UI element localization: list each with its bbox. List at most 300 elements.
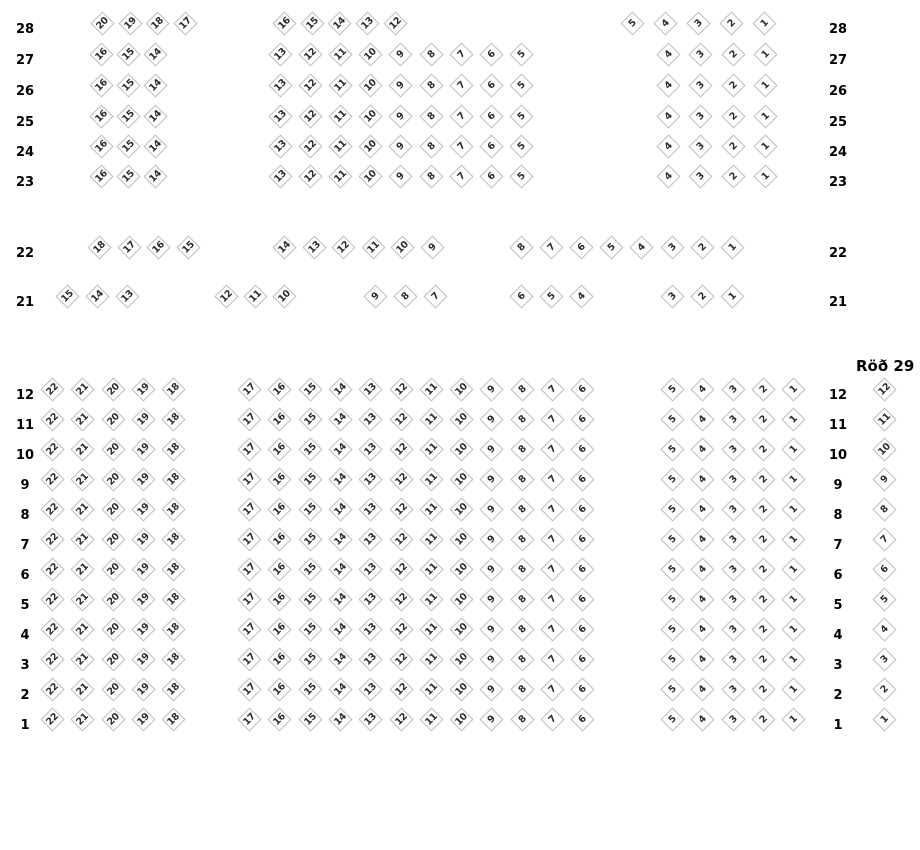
seat[interactable]: 1 (782, 527, 806, 551)
seat[interactable]: 8 (510, 587, 534, 611)
seat[interactable]: 21 (71, 377, 95, 401)
seat[interactable]: 14 (328, 527, 352, 551)
seat[interactable]: 6 (571, 707, 595, 731)
seat[interactable]: 19 (131, 527, 155, 551)
seat[interactable]: 2 (751, 647, 775, 671)
seat[interactable]: 10 (872, 437, 896, 461)
seat[interactable]: 15 (116, 134, 140, 158)
seat[interactable]: 16 (268, 497, 292, 521)
seat[interactable]: 12 (299, 73, 323, 97)
seat[interactable]: 11 (329, 42, 353, 66)
seat[interactable]: 10 (359, 42, 383, 66)
seat[interactable]: 7 (872, 527, 896, 551)
seat[interactable]: 5 (872, 587, 896, 611)
seat[interactable]: 16 (268, 557, 292, 581)
seat[interactable]: 21 (71, 677, 95, 701)
seat[interactable]: 7 (540, 377, 564, 401)
seat[interactable]: 3 (721, 527, 745, 551)
seat[interactable]: 1 (872, 707, 896, 731)
seat[interactable]: 6 (571, 677, 595, 701)
seat[interactable]: 19 (131, 497, 155, 521)
seat[interactable]: 14 (143, 104, 167, 128)
seat[interactable]: 15 (298, 407, 322, 431)
seat[interactable]: 11 (419, 437, 443, 461)
seat[interactable]: 6 (479, 104, 503, 128)
seat[interactable]: 19 (131, 377, 155, 401)
seat[interactable]: 7 (540, 677, 564, 701)
seat[interactable]: 7 (540, 437, 564, 461)
seat[interactable]: 14 (328, 407, 352, 431)
seat[interactable]: 17 (237, 437, 261, 461)
seat[interactable]: 1 (782, 467, 806, 491)
seat[interactable]: 6 (872, 557, 896, 581)
seat[interactable]: 17 (237, 647, 261, 671)
seat[interactable]: 12 (389, 527, 413, 551)
seat[interactable]: 3 (689, 104, 713, 128)
seat[interactable]: 20 (101, 557, 125, 581)
seat[interactable]: 20 (101, 467, 125, 491)
seat[interactable]: 18 (161, 707, 185, 731)
seat[interactable]: 21 (71, 617, 95, 641)
seat[interactable]: 14 (328, 467, 352, 491)
seat[interactable]: 3 (686, 11, 710, 35)
seat[interactable]: 18 (161, 437, 185, 461)
seat[interactable]: 12 (383, 11, 407, 35)
seat[interactable]: 12 (389, 437, 413, 461)
seat[interactable]: 9 (389, 164, 413, 188)
seat[interactable]: 6 (479, 73, 503, 97)
seat[interactable]: 18 (161, 617, 185, 641)
seat[interactable]: 4 (569, 284, 593, 308)
seat[interactable]: 13 (359, 437, 383, 461)
seat[interactable]: 8 (510, 407, 534, 431)
seat[interactable]: 7 (449, 42, 473, 66)
seat[interactable]: 22 (40, 467, 64, 491)
seat[interactable]: 8 (510, 557, 534, 581)
seat[interactable]: 8 (509, 235, 533, 259)
seat[interactable]: 9 (480, 557, 504, 581)
seat[interactable]: 14 (328, 617, 352, 641)
seat[interactable]: 18 (161, 647, 185, 671)
seat[interactable]: 5 (660, 587, 684, 611)
seat[interactable]: 4 (656, 73, 680, 97)
seat[interactable]: 13 (268, 42, 292, 66)
seat[interactable]: 22 (40, 527, 64, 551)
seat[interactable]: 3 (689, 164, 713, 188)
seat[interactable]: 2 (751, 467, 775, 491)
seat[interactable]: 9 (872, 467, 896, 491)
seat[interactable]: 3 (721, 617, 745, 641)
seat[interactable]: 1 (720, 235, 744, 259)
seat[interactable]: 5 (509, 73, 533, 97)
seat[interactable]: 20 (101, 527, 125, 551)
seat[interactable]: 2 (721, 104, 745, 128)
seat[interactable]: 8 (510, 497, 534, 521)
seat[interactable]: 4 (691, 437, 715, 461)
seat[interactable]: 11 (419, 557, 443, 581)
seat[interactable]: 3 (872, 647, 896, 671)
seat[interactable]: 3 (721, 587, 745, 611)
seat[interactable]: 8 (393, 284, 417, 308)
seat[interactable]: 7 (540, 497, 564, 521)
seat[interactable]: 6 (509, 284, 533, 308)
seat[interactable]: 9 (363, 284, 387, 308)
seat[interactable]: 22 (40, 497, 64, 521)
seat[interactable]: 2 (751, 377, 775, 401)
seat[interactable]: 15 (116, 104, 140, 128)
seat[interactable]: 10 (450, 497, 474, 521)
seat[interactable]: 1 (753, 134, 777, 158)
seat[interactable]: 12 (872, 377, 896, 401)
seat[interactable]: 11 (361, 235, 385, 259)
seat[interactable]: 14 (328, 437, 352, 461)
seat[interactable]: 12 (299, 42, 323, 66)
seat[interactable]: 10 (450, 617, 474, 641)
seat[interactable]: 10 (450, 677, 474, 701)
seat[interactable]: 14 (272, 235, 296, 259)
seat[interactable]: 8 (419, 164, 443, 188)
seat[interactable]: 1 (753, 164, 777, 188)
seat[interactable]: 18 (161, 677, 185, 701)
seat[interactable]: 10 (450, 377, 474, 401)
seat[interactable]: 9 (420, 235, 444, 259)
seat[interactable]: 15 (298, 647, 322, 671)
seat[interactable]: 2 (872, 677, 896, 701)
seat[interactable]: 21 (71, 407, 95, 431)
seat[interactable]: 10 (450, 527, 474, 551)
seat[interactable]: 15 (116, 42, 140, 66)
seat[interactable]: 8 (510, 527, 534, 551)
seat[interactable]: 10 (359, 104, 383, 128)
seat[interactable]: 11 (419, 527, 443, 551)
seat[interactable]: 16 (89, 134, 113, 158)
seat[interactable]: 9 (480, 587, 504, 611)
seat[interactable]: 2 (751, 407, 775, 431)
seat[interactable]: 5 (660, 677, 684, 701)
seat[interactable]: 12 (389, 647, 413, 671)
seat[interactable]: 13 (115, 284, 139, 308)
seat[interactable]: 15 (298, 587, 322, 611)
seat[interactable]: 12 (389, 377, 413, 401)
seat[interactable]: 12 (389, 677, 413, 701)
seat[interactable]: 16 (272, 11, 296, 35)
seat[interactable]: 8 (510, 647, 534, 671)
seat[interactable]: 18 (161, 587, 185, 611)
seat[interactable]: 15 (298, 617, 322, 641)
seat[interactable]: 11 (243, 284, 267, 308)
seat[interactable]: 2 (690, 235, 714, 259)
seat[interactable]: 14 (328, 587, 352, 611)
seat[interactable]: 9 (389, 42, 413, 66)
seat[interactable]: 1 (782, 377, 806, 401)
seat[interactable]: 3 (721, 497, 745, 521)
seat[interactable]: 9 (480, 677, 504, 701)
seat[interactable]: 22 (40, 707, 64, 731)
seat[interactable]: 16 (89, 104, 113, 128)
seat[interactable]: 2 (751, 677, 775, 701)
seat[interactable]: 11 (419, 677, 443, 701)
seat[interactable]: 14 (328, 707, 352, 731)
seat[interactable]: 1 (753, 73, 777, 97)
seat[interactable]: 14 (328, 557, 352, 581)
seat[interactable]: 21 (71, 707, 95, 731)
seat[interactable]: 17 (237, 677, 261, 701)
seat[interactable]: 22 (40, 557, 64, 581)
seat[interactable]: 10 (272, 284, 296, 308)
seat[interactable]: 10 (450, 467, 474, 491)
seat[interactable]: 15 (298, 677, 322, 701)
seat[interactable]: 12 (389, 707, 413, 731)
seat[interactable]: 11 (329, 134, 353, 158)
seat[interactable]: 17 (237, 587, 261, 611)
seat[interactable]: 7 (540, 235, 564, 259)
seat[interactable]: 7 (449, 134, 473, 158)
seat[interactable]: 8 (510, 467, 534, 491)
seat[interactable]: 19 (131, 437, 155, 461)
seat[interactable]: 10 (359, 134, 383, 158)
seat[interactable]: 13 (359, 527, 383, 551)
seat[interactable]: 13 (359, 377, 383, 401)
seat[interactable]: 9 (480, 437, 504, 461)
seat[interactable]: 2 (751, 437, 775, 461)
seat[interactable]: 7 (540, 467, 564, 491)
seat[interactable]: 20 (90, 11, 114, 35)
seat[interactable]: 14 (143, 42, 167, 66)
seat[interactable]: 5 (539, 284, 563, 308)
seat[interactable]: 16 (268, 527, 292, 551)
seat[interactable]: 18 (161, 497, 185, 521)
seat[interactable]: 4 (691, 557, 715, 581)
seat[interactable]: 11 (419, 707, 443, 731)
seat[interactable]: 21 (71, 647, 95, 671)
seat[interactable]: 14 (328, 647, 352, 671)
seat[interactable]: 10 (450, 557, 474, 581)
seat[interactable]: 11 (329, 104, 353, 128)
seat[interactable]: 13 (359, 707, 383, 731)
seat[interactable]: 16 (268, 407, 292, 431)
seat[interactable]: 1 (753, 42, 777, 66)
seat[interactable]: 12 (389, 497, 413, 521)
seat[interactable]: 1 (782, 497, 806, 521)
seat[interactable]: 1 (782, 407, 806, 431)
seat[interactable]: 8 (510, 377, 534, 401)
seat[interactable]: 9 (480, 647, 504, 671)
seat[interactable]: 9 (389, 73, 413, 97)
seat[interactable]: 1 (782, 557, 806, 581)
seat[interactable]: 21 (71, 467, 95, 491)
seat[interactable]: 5 (660, 707, 684, 731)
seat[interactable]: 12 (389, 557, 413, 581)
seat[interactable]: 7 (540, 647, 564, 671)
seat[interactable]: 7 (540, 587, 564, 611)
seat[interactable]: 2 (751, 617, 775, 641)
seat[interactable]: 22 (40, 377, 64, 401)
seat[interactable]: 13 (268, 104, 292, 128)
seat[interactable]: 5 (660, 497, 684, 521)
seat[interactable]: 8 (872, 497, 896, 521)
seat[interactable]: 5 (509, 134, 533, 158)
seat[interactable]: 15 (116, 164, 140, 188)
seat[interactable]: 5 (509, 104, 533, 128)
seat[interactable]: 11 (419, 587, 443, 611)
seat[interactable]: 16 (268, 377, 292, 401)
seat[interactable]: 4 (656, 164, 680, 188)
seat[interactable]: 4 (691, 677, 715, 701)
seat[interactable]: 17 (237, 617, 261, 641)
seat[interactable]: 5 (660, 647, 684, 671)
seat[interactable]: 5 (660, 377, 684, 401)
seat[interactable]: 12 (389, 407, 413, 431)
seat[interactable]: 18 (161, 407, 185, 431)
seat[interactable]: 6 (479, 134, 503, 158)
seat[interactable]: 14 (328, 677, 352, 701)
seat[interactable]: 2 (751, 527, 775, 551)
seat[interactable]: 17 (237, 527, 261, 551)
seat[interactable]: 5 (600, 235, 624, 259)
seat[interactable]: 17 (237, 557, 261, 581)
seat[interactable]: 5 (660, 617, 684, 641)
seat[interactable]: 2 (721, 42, 745, 66)
seat[interactable]: 17 (237, 467, 261, 491)
seat[interactable]: 3 (660, 235, 684, 259)
seat[interactable]: 19 (131, 557, 155, 581)
seat[interactable]: 1 (753, 104, 777, 128)
seat[interactable]: 19 (131, 677, 155, 701)
seat[interactable]: 16 (268, 587, 292, 611)
seat[interactable]: 14 (143, 164, 167, 188)
seat[interactable]: 10 (450, 437, 474, 461)
seat[interactable]: 20 (101, 497, 125, 521)
seat[interactable]: 5 (660, 407, 684, 431)
seat[interactable]: 9 (480, 527, 504, 551)
seat[interactable]: 16 (147, 235, 171, 259)
seat[interactable]: 16 (268, 617, 292, 641)
seat[interactable]: 3 (689, 73, 713, 97)
seat[interactable]: 11 (329, 164, 353, 188)
seat[interactable]: 2 (690, 284, 714, 308)
seat[interactable]: 10 (359, 73, 383, 97)
seat[interactable]: 22 (40, 407, 64, 431)
seat[interactable]: 8 (510, 677, 534, 701)
seat[interactable]: 13 (268, 164, 292, 188)
seat[interactable]: 19 (131, 407, 155, 431)
seat[interactable]: 7 (540, 707, 564, 731)
seat[interactable]: 4 (656, 104, 680, 128)
seat[interactable]: 8 (510, 617, 534, 641)
seat[interactable]: 2 (751, 557, 775, 581)
seat[interactable]: 6 (571, 407, 595, 431)
seat[interactable]: 3 (721, 437, 745, 461)
seat[interactable]: 1 (782, 707, 806, 731)
seat[interactable]: 7 (540, 617, 564, 641)
seat[interactable]: 3 (660, 284, 684, 308)
seat[interactable]: 15 (298, 467, 322, 491)
seat[interactable]: 9 (480, 617, 504, 641)
seat[interactable]: 16 (89, 73, 113, 97)
seat[interactable]: 11 (419, 407, 443, 431)
seat[interactable]: 13 (359, 677, 383, 701)
seat[interactable]: 4 (691, 587, 715, 611)
seat[interactable]: 10 (450, 587, 474, 611)
seat[interactable]: 13 (359, 587, 383, 611)
seat[interactable]: 9 (480, 707, 504, 731)
seat[interactable]: 16 (268, 467, 292, 491)
seat[interactable]: 18 (161, 377, 185, 401)
seat[interactable]: 14 (328, 11, 352, 35)
seat[interactable]: 13 (359, 647, 383, 671)
seat[interactable]: 19 (118, 11, 142, 35)
seat[interactable]: 15 (300, 11, 324, 35)
seat[interactable]: 6 (571, 377, 595, 401)
seat[interactable]: 2 (751, 497, 775, 521)
seat[interactable]: 5 (509, 42, 533, 66)
seat[interactable]: 5 (660, 467, 684, 491)
seat[interactable]: 15 (298, 497, 322, 521)
seat[interactable]: 5 (660, 527, 684, 551)
seat[interactable]: 6 (571, 467, 595, 491)
seat[interactable]: 1 (782, 647, 806, 671)
seat[interactable]: 9 (480, 407, 504, 431)
seat[interactable]: 19 (131, 647, 155, 671)
seat[interactable]: 11 (419, 497, 443, 521)
seat[interactable]: 6 (479, 42, 503, 66)
seat[interactable]: 3 (721, 677, 745, 701)
seat[interactable]: 18 (161, 557, 185, 581)
seat[interactable]: 6 (571, 647, 595, 671)
seat[interactable]: 3 (721, 467, 745, 491)
seat[interactable]: 13 (359, 557, 383, 581)
seat[interactable]: 15 (298, 707, 322, 731)
seat[interactable]: 19 (131, 707, 155, 731)
seat[interactable]: 4 (691, 647, 715, 671)
seat[interactable]: 20 (101, 677, 125, 701)
seat[interactable]: 13 (359, 497, 383, 521)
seat[interactable]: 15 (298, 437, 322, 461)
seat[interactable]: 10 (450, 707, 474, 731)
seat[interactable]: 10 (450, 647, 474, 671)
seat[interactable]: 6 (571, 557, 595, 581)
seat[interactable]: 8 (419, 42, 443, 66)
seat[interactable]: 11 (329, 73, 353, 97)
seat[interactable]: 7 (449, 104, 473, 128)
seat[interactable]: 1 (720, 284, 744, 308)
seat[interactable]: 22 (40, 677, 64, 701)
seat[interactable]: 4 (656, 134, 680, 158)
seat[interactable]: 13 (268, 73, 292, 97)
seat[interactable]: 17 (237, 377, 261, 401)
seat[interactable]: 13 (359, 617, 383, 641)
seat[interactable]: 12 (299, 164, 323, 188)
seat[interactable]: 4 (691, 497, 715, 521)
seat[interactable]: 5 (660, 437, 684, 461)
seat[interactable]: 9 (389, 134, 413, 158)
seat[interactable]: 18 (145, 11, 169, 35)
seat[interactable]: 9 (480, 467, 504, 491)
seat[interactable]: 3 (721, 557, 745, 581)
seat[interactable]: 8 (510, 707, 534, 731)
seat[interactable]: 16 (268, 707, 292, 731)
seat[interactable]: 4 (691, 707, 715, 731)
seat[interactable]: 21 (71, 437, 95, 461)
seat[interactable]: 1 (782, 437, 806, 461)
seat[interactable]: 14 (143, 73, 167, 97)
seat[interactable]: 4 (691, 527, 715, 551)
seat[interactable]: 14 (328, 377, 352, 401)
seat[interactable]: 11 (419, 467, 443, 491)
seat[interactable]: 17 (237, 407, 261, 431)
seat[interactable]: 4 (691, 467, 715, 491)
seat[interactable]: 3 (689, 134, 713, 158)
